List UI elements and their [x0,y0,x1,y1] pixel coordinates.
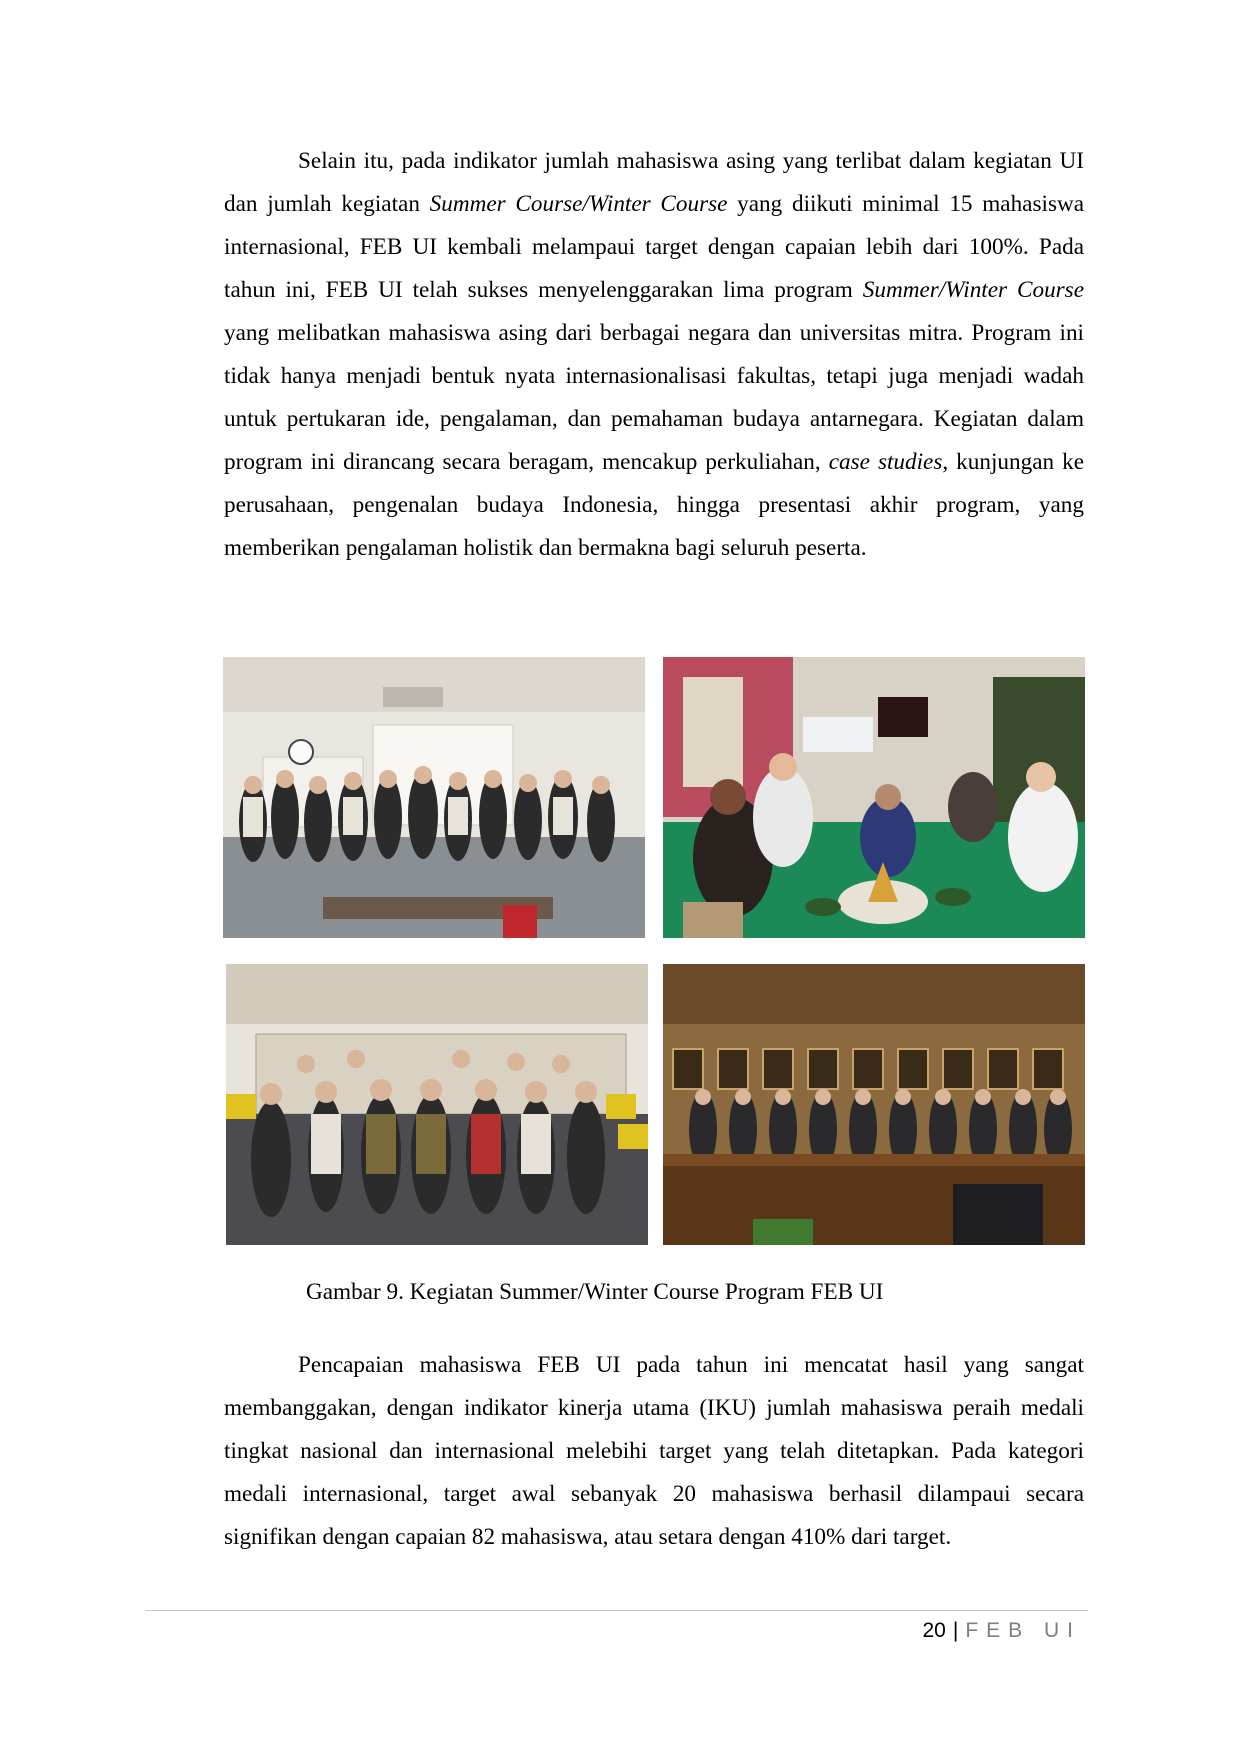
body-paragraph-2 [224,1344,1084,1559]
footer-divider [145,1610,1088,1611]
footer-brand: FEB UI [965,1619,1081,1642]
paragraph-text: yang diikuti minimal 15 mahasiswa internasional, FEB UI kembali melampaui target dengan capaian lebih dari 100%. Pada tahun ini, FEB UI telah sukses menyelenggarakan lima program [224,191,1084,303]
paragraph-text: Pencapaian mahasiswa FEB UI pada tahun ini mencatat hasil yang sangat membanggakan, dengan indikator kinerja utama (IKU) jumlah mahasiswa peraih medali tingkat nasional dan internasional melebihi target yang telah ditetapkan. Pada kategori medali internasional, target awal sebanyak 20 mahasiswa berhasil dilampaui secara signifikan dengan capaian 82 mahasiswa, atau setara dengan 410% dari target. [224,1352,1084,1550]
figure-caption: Gambar 9. Kegiatan Summer/Winter Course Program FEB UI [306,1279,884,1305]
paragraph-text: yang melibatkan mahasiswa asing dari berbagai negara dan universitas mitra. Program ini tidak hanya menjadi bentuk nyata internasionalisasi fakultas, tetapi juga menjadi wadah untuk pertukaran ide, pengalaman, dan pemahaman budaya antarnegara. Kegiatan dalam program ini dirancang secara beragam, mencakup perkuliahan, [224,320,1084,475]
photo-classroom-group [223,657,645,938]
page-number: 20 [922,1619,946,1642]
photo-cultural-event [663,657,1085,938]
photo-seminar-group [226,964,648,1245]
page-footer [922,1617,1081,1645]
footer-separator: | [952,1619,959,1642]
paragraph-text: , kunjungan ke perusahaan, pengenalan budaya Indonesia, hingga presentasi akhir program, yang memberikan pengalaman holistik dan bermakna bagi seluruh peserta. [224,449,1084,561]
body-paragraph-1 [224,140,1084,570]
paragraph-italic-text: Summer Course/Winter Course [429,191,728,217]
photo-boardroom-group [663,964,1085,1245]
paragraph-italic-text: case studies [828,449,943,475]
paragraph-text: Selain itu, pada indikator jumlah mahasiswa asing yang terlibat dalam kegiatan UI dan jumlah kegiatan [224,148,1084,217]
paragraph-italic-text: Summer/Winter Course [862,277,1085,303]
